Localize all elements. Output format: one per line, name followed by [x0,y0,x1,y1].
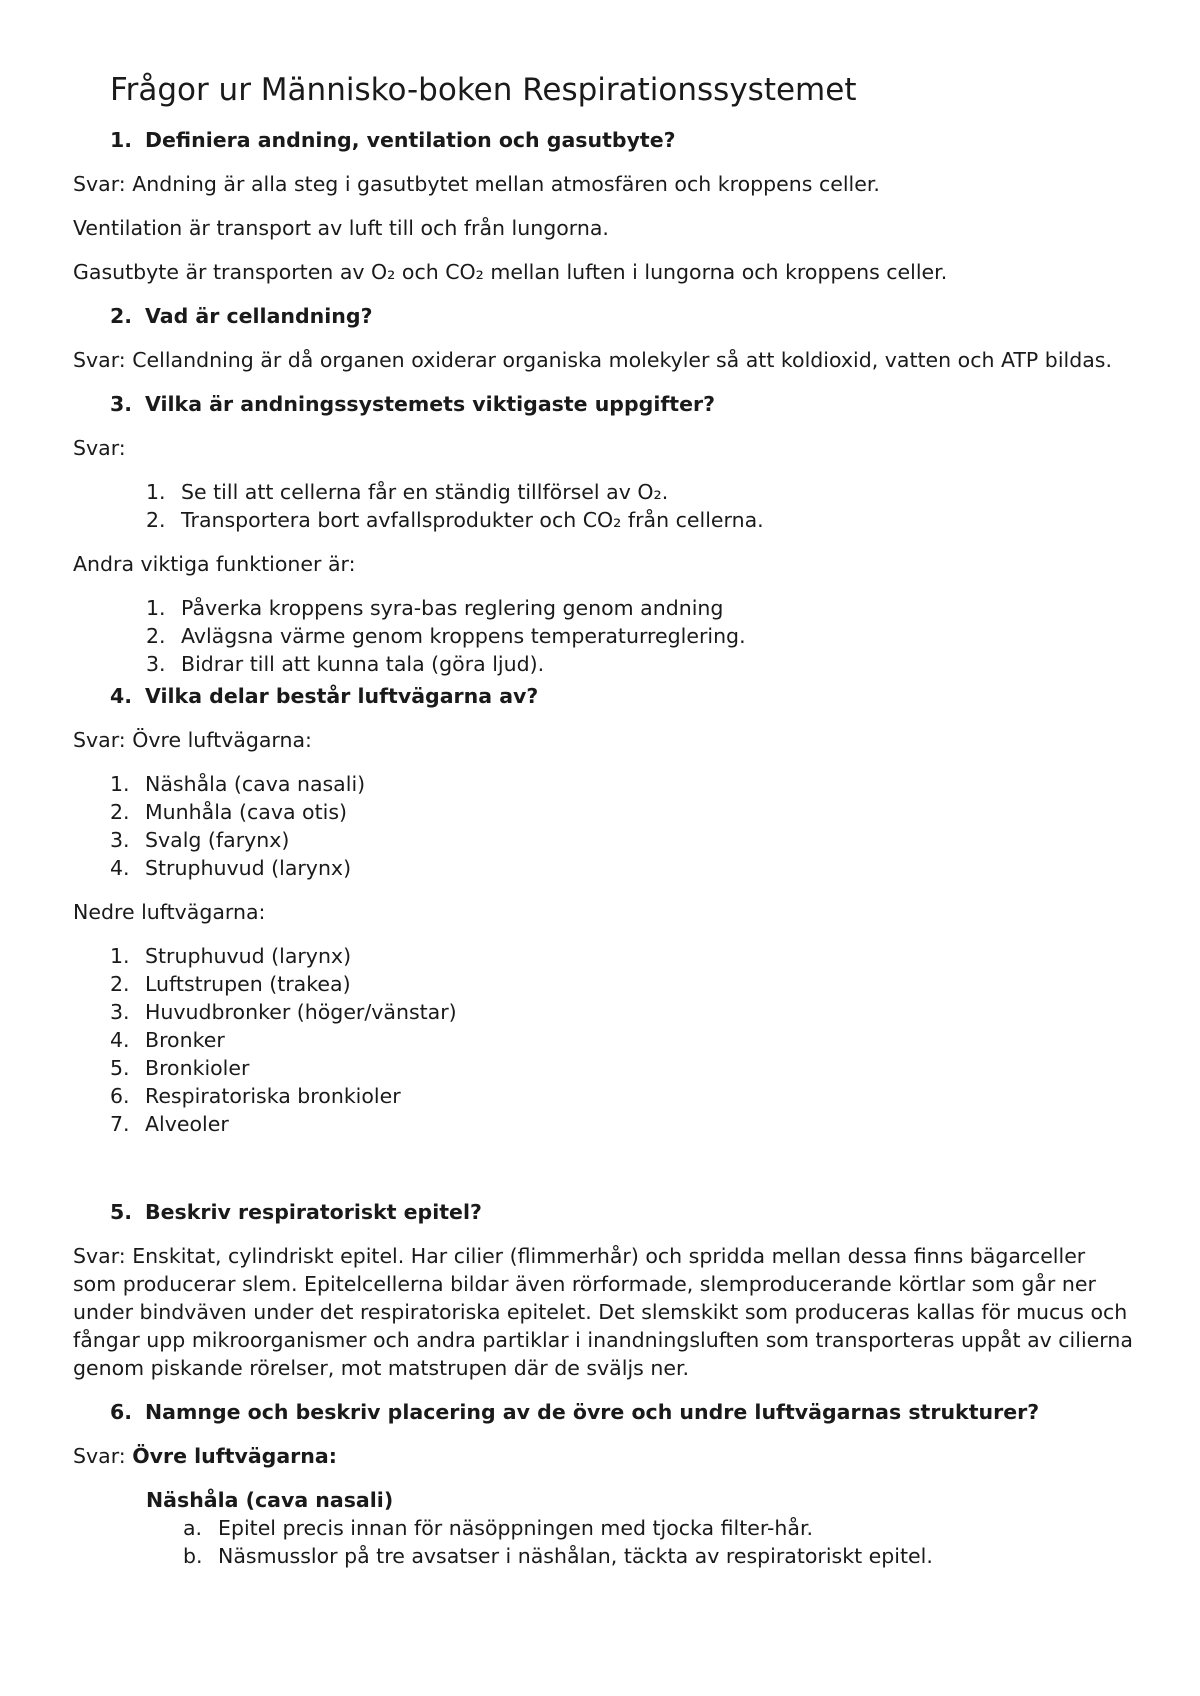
list-item-text: Näshåla (cava nasali) [145,772,366,796]
list-item-letter: a. [183,1516,203,1540]
question-text: Vilka är andningssystemets viktigaste uppgifter? [145,392,715,416]
question-5 [110,1198,1133,1226]
question-text: Vad är cellandning? [145,304,373,328]
list-item-number: 2. [146,508,166,532]
list-item-text: Avlägsna värme genom kroppens temperaturreglering. [181,624,746,648]
list-item-number: 2. [146,624,166,648]
answer-paragraph [73,1442,1133,1470]
list-item-text: Munhåla (cava otis) [145,800,347,824]
list-item [110,1110,1133,1138]
answer-label: Svar: Övre luftvägarna: [73,728,312,752]
list-item [110,770,1133,798]
list-item-number: 3. [110,828,130,852]
answer-paragraph: Svar: Enskitat, cylindriskt epitel. Har cilier (flimmerhår) och spridda mellan dessa finns bägarceller som producerar slem. Epitelcellerna bildar även rörformade, slemproducerande körtlar som går ner under bindväven under det respiratoriska epitelet. Det slemskikt som produceras kallas för mucus och fångar upp mikroorganismer och andra partiklar i inandningsluften som transporteras uppåt av cilierna genom piskande rörelser, mot matstrupen där de sväljs ner. [73,1244,1133,1380]
question-number: 6. [110,1400,133,1424]
upper-airways-list [73,770,1133,882]
list-item-number: 1. [110,944,130,968]
list-item [183,1514,1133,1542]
list-item [110,1054,1133,1082]
list-item [110,1082,1133,1110]
question-text: Namnge och beskriv placering av de övre och undre luftvägarnas strukturer? [145,1400,1040,1424]
list-item-text: Struphuvud (larynx) [145,856,352,880]
answer-label: Nedre luftvägarna: [73,900,266,924]
answer-label: Svar: [73,436,126,460]
question-2 [110,302,1133,330]
list-item-text: Bronker [145,1028,225,1052]
list-item [146,478,1133,506]
question-3 [110,390,1133,418]
list-item [110,798,1133,826]
question-text: Vilka delar består luftvägarna av? [145,684,539,708]
list-item [146,650,1133,678]
answer-bold-heading: Övre luftvägarna: [132,1444,337,1468]
list-item-text: Bronkioler [145,1056,250,1080]
question-text: Definiera andning, ventilation och gasutbyte? [145,128,676,152]
list-item-number: 3. [146,652,166,676]
list-item [146,594,1133,622]
list-item-number: 6. [110,1084,130,1108]
answer-paragraph: Svar: Andning är alla steg i gasutbytet mellan atmosfären och kroppens celler. [73,172,880,196]
list-item-number: 2. [110,972,130,996]
list-item-number: 1. [146,596,166,620]
nasal-cavity-list [73,1514,1133,1570]
list-item-text: Epitel precis innan för näsöppningen med tjocka filter-hår. [218,1516,814,1540]
list-item [183,1542,1133,1570]
other-functions-list [73,594,1133,678]
question-number: 2. [110,304,133,328]
list-item [110,970,1133,998]
lower-airways-list [73,942,1133,1138]
list-item [110,942,1133,970]
list-item-text: Huvudbronker (höger/vänstar) [145,1000,457,1024]
list-item-number: 1. [110,772,130,796]
list-item-text: Luftstrupen (trakea) [145,972,351,996]
list-item-number: 1. [146,480,166,504]
list-item [110,1026,1133,1054]
sub-heading: Näshåla (cava nasali) [146,1488,394,1512]
question-number: 3. [110,392,133,416]
list-item-text: Alveoler [145,1112,229,1136]
question-6 [110,1398,1133,1426]
list-item-number: 4. [110,1028,130,1052]
answer-paragraph: Gasutbyte är transporten av O₂ och CO₂ mellan luften i lungorna och kroppens celler. [73,260,948,284]
list-item-number: 3. [110,1000,130,1024]
question-1 [110,126,1133,154]
answer-paragraph: Ventilation är transport av luft till och från lungorna. [73,216,609,240]
answer-prefix: Svar: [73,1444,133,1468]
page-title: Frågor ur Människo-boken Respirationssystemet [110,72,857,108]
question-4 [110,682,1133,710]
list-item-text: Svalg (farynx) [145,828,290,852]
question-number: 5. [110,1200,133,1224]
list-item-text: Påverka kroppens syra-bas reglering genom andning [181,596,724,620]
list-item [146,622,1133,650]
list-item-letter: b. [183,1544,203,1568]
blank-space [73,1154,1133,1198]
list-item-number: 2. [110,800,130,824]
list-item [110,854,1133,882]
question-number: 1. [110,128,133,152]
question-text: Beskriv respiratoriskt epitel? [145,1200,482,1224]
tasks-list [73,478,1133,534]
list-item-number: 7. [110,1112,130,1136]
list-item-text: Bidrar till att kunna tala (göra ljud). [181,652,545,676]
list-item-text: Respiratoriska bronkioler [145,1084,401,1108]
list-item-text: Transportera bort avfallsprodukter och CO₂ från cellerna. [181,508,764,532]
question-number: 4. [110,684,133,708]
list-item-number: 5. [110,1056,130,1080]
list-item [110,826,1133,854]
list-item-text: Struphuvud (larynx) [145,944,352,968]
document-content [73,70,1133,1570]
list-item-text: Näsmusslor på tre avsatser i näshålan, täckta av respiratoriskt epitel. [218,1544,933,1568]
list-item [110,998,1133,1026]
list-item-number: 4. [110,856,130,880]
list-item [146,506,1133,534]
answer-label: Andra viktiga funktioner är: [73,552,356,576]
answer-paragraph: Svar: Cellandning är då organen oxiderar organiska molekyler så att koldioxid, vatten och ATP bildas. [73,348,1112,372]
list-item-text: Se till att cellerna får en ständig tillförsel av O₂. [181,480,669,504]
